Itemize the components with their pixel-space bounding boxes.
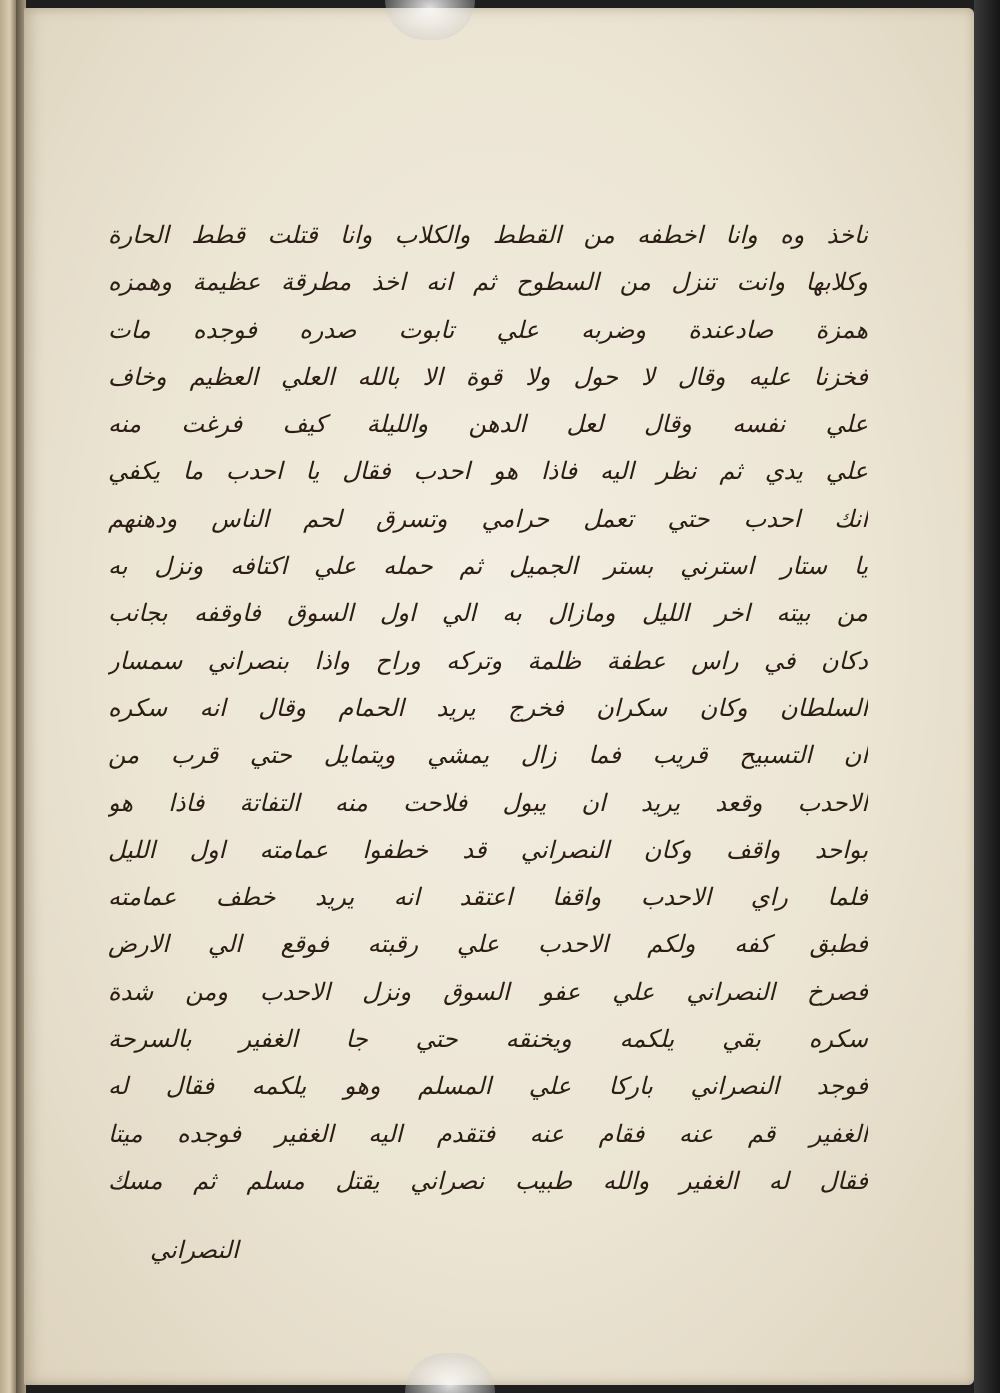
manuscript-text-block [108,212,868,1205]
text-line: علي نفسه وقال لعل الدهن والليلة كيف فرغت منه [108,410,868,439]
text-line: همزة صادعندة وضربه علي تابوت صدره فوجده مات [108,315,868,344]
text-line: انك احدب حتي تعمل حرامي وتسرق لحم الناس ودهنهم [108,504,868,533]
text-line: يا ستار استرني بستر الجميل ثم حمله علي اكتافه ونزل به [108,552,868,581]
text-line: فوجد النصراني باركا علي المسلم وهو يلكمه فقال له [108,1072,868,1101]
text-line: من بيته اخر الليل ومازال به الي اول السوق فاوقفه بجانب [108,599,868,628]
text-line: فقال له الغفير والله طبيب نصراني يقتل مسلم ثم مسك [108,1166,868,1195]
text-line: بواحد واقف وكان النصراني قد خطفوا عمامته اول الليل [108,835,868,864]
text-line: ان التسبيح قريب فما زال يمشي ويتمايل حتي قرب من [108,741,868,770]
text-line: فخزنا عليه وقال لا حول ولا قوة الا بالله العلي العظيم وخاف [108,362,868,391]
text-line: الغفير قم عنه فقام عنه فتقدم اليه الغفير فوجده ميتا [108,1119,868,1148]
text-line: فطبق كفه ولكم الاحدب علي رقبته فوقع الي الارض [108,930,868,959]
text-line: فصرخ النصراني علي عفو السوق ونزل الاحدب ومن شدة [108,977,868,1006]
text-line: وكلابها وانت تنزل من السطوح ثم انه اخذ مطرقة عظيمة وهمزه [108,268,868,297]
previous-page-edge [0,0,16,1393]
text-line: الاحدب وقعد يريد ان يبول فلاحت منه التفاتة فاذا هو [108,788,868,817]
scan-background-edge [974,0,1000,1393]
text-line: السلطان وكان سكران فخرج يريد الحمام وقال انه سكره [108,693,868,722]
text-line: دكان في راس عطفة ظلمة وتركه وراح واذا بنصراني سمسار [108,646,868,675]
text-line: علي يدي ثم نظر اليه فاذا هو احدب فقال يا احدب ما يكفي [108,457,868,486]
text-line: ناخذ وه وانا اخطفه من القطط والكلاب وانا قتلت قطط الحارة [108,221,868,249]
catchword: النصراني [150,1236,239,1264]
text-line: سكره بقي يلكمه ويخنقه حتي جا الغفير بالسرحة [108,1025,868,1054]
text-line: فلما راي الاحدب واقفا اعتقد انه يريد خطف عمامته [108,883,868,912]
